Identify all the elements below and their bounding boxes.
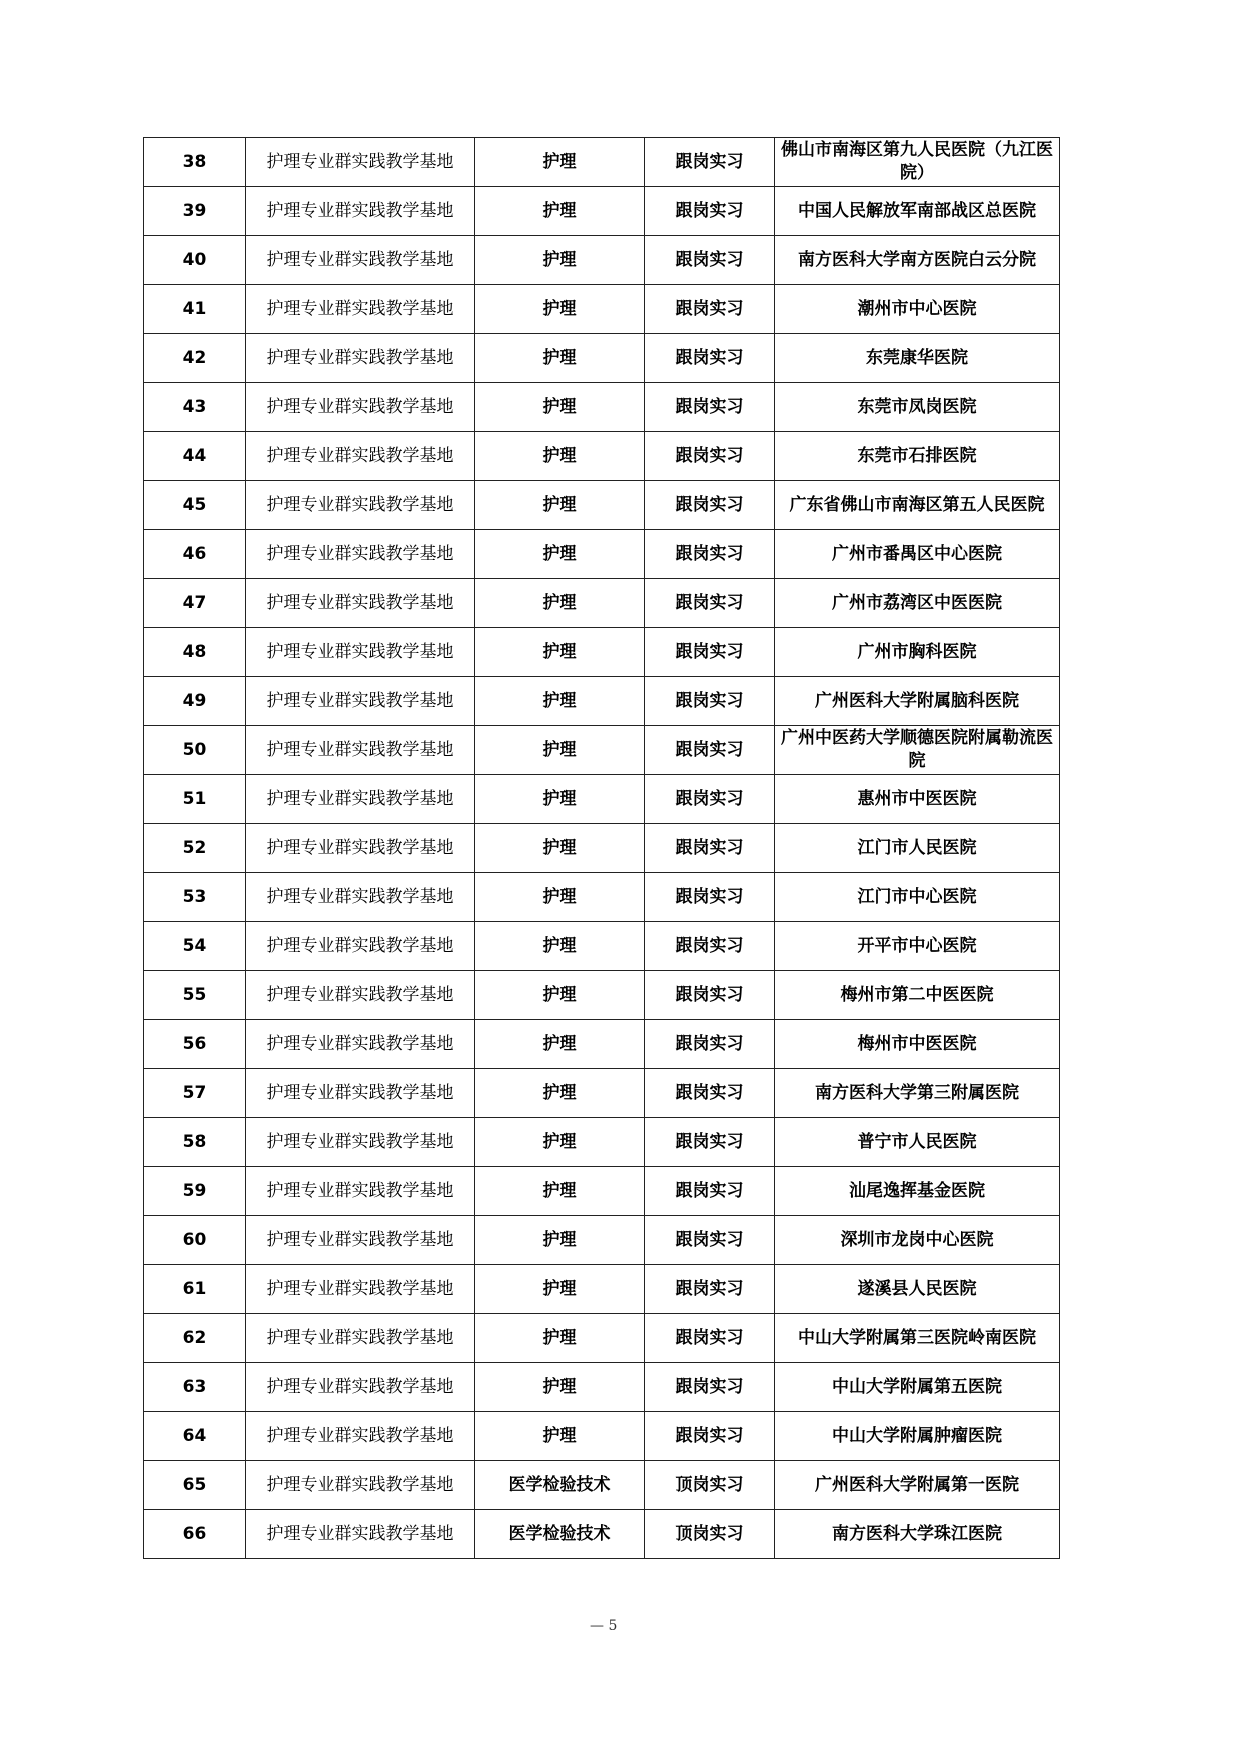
internship-type-cell: 跟岗实习 (645, 1167, 775, 1216)
hospital-name-cell: 佛山市南海区第九人民医院（九江医院） (775, 138, 1060, 187)
table-row (144, 1314, 1060, 1363)
hospital-name-cell: 开平市中心医院 (775, 922, 1060, 971)
hospital-name-cell: 遂溪县人民医院 (775, 1265, 1060, 1314)
base-name-cell: 护理专业群实践教学基地 (246, 677, 475, 726)
hospital-name-cell: 东莞康华医院 (775, 334, 1060, 383)
internship-type-cell: 跟岗实习 (645, 775, 775, 824)
row-number-cell: 40 (144, 236, 246, 285)
base-name-cell: 护理专业群实践教学基地 (246, 1363, 475, 1412)
internship-type-cell: 跟岗实习 (645, 138, 775, 187)
base-name-cell: 护理专业群实践教学基地 (246, 187, 475, 236)
internship-type-cell: 跟岗实习 (645, 1265, 775, 1314)
row-number-cell: 63 (144, 1363, 246, 1412)
base-name-cell: 护理专业群实践教学基地 (246, 138, 475, 187)
internship-type-cell: 跟岗实习 (645, 1412, 775, 1461)
hospital-name-cell: 广州中医药大学顺德医院附属勒流医院 (775, 726, 1060, 775)
row-number-cell: 65 (144, 1461, 246, 1510)
row-number-cell: 41 (144, 285, 246, 334)
internship-type-cell: 跟岗实习 (645, 873, 775, 922)
table-row (144, 138, 1060, 187)
table-row (144, 579, 1060, 628)
internship-type-cell: 跟岗实习 (645, 285, 775, 334)
major-cell: 护理 (475, 530, 645, 579)
major-cell: 护理 (475, 1314, 645, 1363)
row-number-cell: 64 (144, 1412, 246, 1461)
row-number-cell: 56 (144, 1020, 246, 1069)
table-row (144, 1216, 1060, 1265)
internship-type-cell: 跟岗实习 (645, 726, 775, 775)
row-number-cell: 39 (144, 187, 246, 236)
table-row (144, 236, 1060, 285)
training-base-table (143, 137, 1060, 1559)
table-row (144, 481, 1060, 530)
hospital-name-cell: 江门市中心医院 (775, 873, 1060, 922)
row-number-cell: 57 (144, 1069, 246, 1118)
table-row (144, 873, 1060, 922)
hospital-name-cell: 广东省佛山市南海区第五人民医院 (775, 481, 1060, 530)
base-name-cell: 护理专业群实践教学基地 (246, 775, 475, 824)
table-row (144, 775, 1060, 824)
row-number-cell: 43 (144, 383, 246, 432)
table-row (144, 1265, 1060, 1314)
table-row (144, 334, 1060, 383)
base-name-cell: 护理专业群实践教学基地 (246, 1461, 475, 1510)
major-cell: 护理 (475, 873, 645, 922)
hospital-name-cell: 江门市人民医院 (775, 824, 1060, 873)
major-cell: 护理 (475, 1265, 645, 1314)
row-number-cell: 49 (144, 677, 246, 726)
internship-type-cell: 跟岗实习 (645, 677, 775, 726)
major-cell: 护理 (475, 628, 645, 677)
major-cell: 护理 (475, 726, 645, 775)
table-row (144, 1510, 1060, 1559)
major-cell: 护理 (475, 579, 645, 628)
hospital-name-cell: 梅州市中医医院 (775, 1020, 1060, 1069)
row-number-cell: 55 (144, 971, 246, 1020)
major-cell: 护理 (475, 922, 645, 971)
internship-type-cell: 跟岗实习 (645, 922, 775, 971)
major-cell: 护理 (475, 481, 645, 530)
hospital-name-cell: 梅州市第二中医医院 (775, 971, 1060, 1020)
row-number-cell: 46 (144, 530, 246, 579)
table-row (144, 628, 1060, 677)
row-number-cell: 47 (144, 579, 246, 628)
row-number-cell: 60 (144, 1216, 246, 1265)
table-row (144, 383, 1060, 432)
major-cell: 护理 (475, 1216, 645, 1265)
internship-type-cell: 跟岗实习 (645, 1118, 775, 1167)
internship-type-cell: 顶岗实习 (645, 1461, 775, 1510)
hospital-name-cell: 潮州市中心医院 (775, 285, 1060, 334)
base-name-cell: 护理专业群实践教学基地 (246, 922, 475, 971)
major-cell: 护理 (475, 1412, 645, 1461)
row-number-cell: 45 (144, 481, 246, 530)
internship-type-cell: 跟岗实习 (645, 481, 775, 530)
base-name-cell: 护理专业群实践教学基地 (246, 285, 475, 334)
table-row (144, 922, 1060, 971)
hospital-name-cell: 广州医科大学附属第一医院 (775, 1461, 1060, 1510)
internship-type-cell: 跟岗实习 (645, 1069, 775, 1118)
hospital-name-cell: 南方医科大学南方医院白云分院 (775, 236, 1060, 285)
major-cell: 护理 (475, 775, 645, 824)
internship-type-cell: 跟岗实习 (645, 432, 775, 481)
internship-type-cell: 跟岗实习 (645, 579, 775, 628)
major-cell: 护理 (475, 824, 645, 873)
base-name-cell: 护理专业群实践教学基地 (246, 1510, 475, 1559)
base-name-cell: 护理专业群实践教学基地 (246, 236, 475, 285)
base-name-cell: 护理专业群实践教学基地 (246, 971, 475, 1020)
hospital-name-cell: 东莞市石排医院 (775, 432, 1060, 481)
hospital-name-cell: 广州市番禺区中心医院 (775, 530, 1060, 579)
internship-type-cell: 跟岗实习 (645, 236, 775, 285)
table-row (144, 1167, 1060, 1216)
table-row (144, 1412, 1060, 1461)
base-name-cell: 护理专业群实践教学基地 (246, 1265, 475, 1314)
row-number-cell: 52 (144, 824, 246, 873)
major-cell: 医学检验技术 (475, 1510, 645, 1559)
base-name-cell: 护理专业群实践教学基地 (246, 1118, 475, 1167)
table-row (144, 1020, 1060, 1069)
major-cell: 护理 (475, 1363, 645, 1412)
row-number-cell: 62 (144, 1314, 246, 1363)
hospital-name-cell: 广州医科大学附属脑科医院 (775, 677, 1060, 726)
internship-type-cell: 跟岗实习 (645, 824, 775, 873)
hospital-name-cell: 中山大学附属第三医院岭南医院 (775, 1314, 1060, 1363)
internship-type-cell: 跟岗实习 (645, 1216, 775, 1265)
table-row (144, 285, 1060, 334)
internship-type-cell: 顶岗实习 (645, 1510, 775, 1559)
table-row (144, 726, 1060, 775)
base-name-cell: 护理专业群实践教学基地 (246, 1412, 475, 1461)
major-cell: 护理 (475, 1020, 645, 1069)
base-name-cell: 护理专业群实践教学基地 (246, 873, 475, 922)
internship-type-cell: 跟岗实习 (645, 1020, 775, 1069)
hospital-name-cell: 广州市胸科医院 (775, 628, 1060, 677)
internship-type-cell: 跟岗实习 (645, 1314, 775, 1363)
table-row (144, 971, 1060, 1020)
major-cell: 护理 (475, 236, 645, 285)
page-number: — 5 (590, 1618, 618, 1634)
base-name-cell: 护理专业群实践教学基地 (246, 432, 475, 481)
row-number-cell: 66 (144, 1510, 246, 1559)
base-name-cell: 护理专业群实践教学基地 (246, 1020, 475, 1069)
internship-type-cell: 跟岗实习 (645, 187, 775, 236)
major-cell: 护理 (475, 1069, 645, 1118)
base-name-cell: 护理专业群实践教学基地 (246, 383, 475, 432)
internship-type-cell: 跟岗实习 (645, 971, 775, 1020)
hospital-name-cell: 南方医科大学第三附属医院 (775, 1069, 1060, 1118)
major-cell: 护理 (475, 285, 645, 334)
base-name-cell: 护理专业群实践教学基地 (246, 1167, 475, 1216)
table-row (144, 1363, 1060, 1412)
table-row (144, 530, 1060, 579)
major-cell: 医学检验技术 (475, 1461, 645, 1510)
hospital-name-cell: 东莞市凤岗医院 (775, 383, 1060, 432)
base-name-cell: 护理专业群实践教学基地 (246, 530, 475, 579)
base-name-cell: 护理专业群实践教学基地 (246, 334, 475, 383)
table-row (144, 432, 1060, 481)
row-number-cell: 38 (144, 138, 246, 187)
row-number-cell: 61 (144, 1265, 246, 1314)
hospital-name-cell: 普宁市人民医院 (775, 1118, 1060, 1167)
internship-type-cell: 跟岗实习 (645, 1363, 775, 1412)
hospital-name-cell: 中国人民解放军南部战区总医院 (775, 187, 1060, 236)
internship-type-cell: 跟岗实习 (645, 628, 775, 677)
hospital-name-cell: 中山大学附属肿瘤医院 (775, 1412, 1060, 1461)
base-name-cell: 护理专业群实践教学基地 (246, 628, 475, 677)
major-cell: 护理 (475, 383, 645, 432)
major-cell: 护理 (475, 1167, 645, 1216)
major-cell: 护理 (475, 971, 645, 1020)
table-row (144, 1461, 1060, 1510)
table-row (144, 677, 1060, 726)
major-cell: 护理 (475, 1118, 645, 1167)
internship-type-cell: 跟岗实习 (645, 383, 775, 432)
row-number-cell: 48 (144, 628, 246, 677)
row-number-cell: 53 (144, 873, 246, 922)
row-number-cell: 42 (144, 334, 246, 383)
hospital-name-cell: 中山大学附属第五医院 (775, 1363, 1060, 1412)
hospital-name-cell: 汕尾逸挥基金医院 (775, 1167, 1060, 1216)
base-name-cell: 护理专业群实践教学基地 (246, 726, 475, 775)
table-row (144, 187, 1060, 236)
row-number-cell: 51 (144, 775, 246, 824)
base-name-cell: 护理专业群实践教学基地 (246, 1069, 475, 1118)
hospital-name-cell: 深圳市龙岗中心医院 (775, 1216, 1060, 1265)
row-number-cell: 54 (144, 922, 246, 971)
table-row (144, 1118, 1060, 1167)
major-cell: 护理 (475, 138, 645, 187)
hospital-name-cell: 南方医科大学珠江医院 (775, 1510, 1060, 1559)
row-number-cell: 59 (144, 1167, 246, 1216)
base-name-cell: 护理专业群实践教学基地 (246, 481, 475, 530)
major-cell: 护理 (475, 187, 645, 236)
internship-type-cell: 跟岗实习 (645, 530, 775, 579)
base-name-cell: 护理专业群实践教学基地 (246, 1314, 475, 1363)
table-body (144, 138, 1060, 1559)
major-cell: 护理 (475, 677, 645, 726)
hospital-name-cell: 广州市荔湾区中医医院 (775, 579, 1060, 628)
base-name-cell: 护理专业群实践教学基地 (246, 1216, 475, 1265)
internship-type-cell: 跟岗实习 (645, 334, 775, 383)
row-number-cell: 44 (144, 432, 246, 481)
hospital-name-cell: 惠州市中医医院 (775, 775, 1060, 824)
table-row (144, 1069, 1060, 1118)
base-name-cell: 护理专业群实践教学基地 (246, 579, 475, 628)
row-number-cell: 58 (144, 1118, 246, 1167)
row-number-cell: 50 (144, 726, 246, 775)
major-cell: 护理 (475, 334, 645, 383)
major-cell: 护理 (475, 432, 645, 481)
table-row (144, 824, 1060, 873)
base-name-cell: 护理专业群实践教学基地 (246, 824, 475, 873)
